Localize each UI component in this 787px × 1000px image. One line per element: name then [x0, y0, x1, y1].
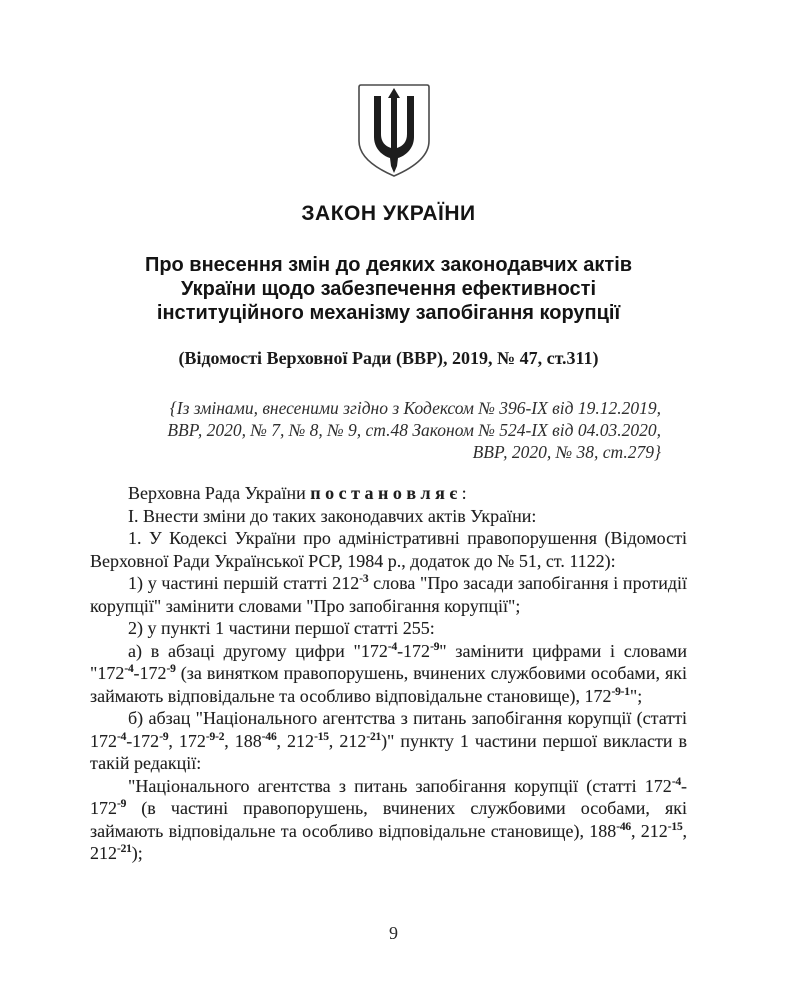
- amendments-note: [90, 397, 687, 463]
- text-run: -172: [126, 730, 160, 751]
- text-run: 2) у пункті 1 частини першої статті 255:: [128, 618, 435, 638]
- article-superscript: -9: [159, 730, 169, 743]
- article-superscript: -15: [667, 820, 683, 833]
- text-run: -172: [90, 775, 687, 818]
- paragraph: [90, 775, 687, 865]
- text-run: , 212: [328, 730, 367, 751]
- emblem-container: [0, 0, 787, 180]
- text-run: I. Внести зміни до таких законодавчих актів України:: [128, 505, 537, 526]
- text-run: , 188: [224, 730, 262, 751]
- article-superscript: -21: [366, 730, 382, 743]
- text-run: )" пункту 1 частини першої викласти в такій редакції:: [90, 730, 688, 773]
- article-superscript: -46: [616, 820, 631, 833]
- amendments-note-line: ВВР, 2020, № 38, ст.279}: [472, 442, 661, 462]
- paragraph: [90, 572, 687, 617]
- law-title-line: України щодо забезпечення ефективності: [180, 278, 597, 300]
- article-superscript: -21: [117, 843, 132, 855]
- law-title-line: інституційного механізму запобігання корупції: [156, 302, 621, 324]
- law-title: [90, 253, 687, 325]
- text-run: );: [131, 843, 143, 863]
- article-superscript: -3: [359, 573, 369, 585]
- article-superscript: -15: [314, 730, 329, 743]
- document-content: [90, 202, 687, 865]
- text-run: Верховна Рада України: [128, 483, 311, 503]
- article-superscript: -9-1: [611, 685, 630, 698]
- article-superscript: -9: [166, 663, 176, 675]
- text-run: , 212: [276, 730, 315, 751]
- gazette-reference: (Відомості Верховної Ради (ВВР), 2019, № 47, ст.311): [178, 348, 599, 368]
- text-run: , 172: [168, 730, 206, 751]
- article-superscript: -4: [671, 775, 681, 788]
- article-superscript: -4: [387, 640, 398, 653]
- paragraph: [90, 505, 687, 528]
- paragraph: [90, 640, 687, 708]
- text-run: "Національного агентства з питань запобігання корупції (статті 172: [128, 775, 672, 796]
- text-run: а) в абзаці другому цифри "172: [128, 640, 388, 661]
- amendments-note-line: {Із змінами, внесеними згідно з Кодексом № 396-IX від 19.12.2019,: [169, 398, 661, 418]
- text-run: :: [461, 483, 467, 503]
- article-superscript: -4: [117, 730, 127, 743]
- law-title-line: Про внесення змін до деяких законодавчих актів: [144, 254, 633, 276]
- text-run: (в частині правопорушень, вчинених службовими особами, які займають відповідальне та особливо відповідальне становище), 188: [90, 798, 687, 841]
- article-superscript: -9: [117, 798, 127, 810]
- text-run: 1. У Кодексі України про адміністративні правопорушення (Відомості Верховної Ради Української РСР, 1984 р., додаток до № 51, ст. 1122):: [90, 528, 687, 571]
- text-run: п о с т а н о в л я є: [310, 483, 462, 503]
- text-run: -172: [133, 663, 167, 683]
- text-run: б) абзац "Національного агентства з питань запобігання корупції (статті 172: [90, 708, 687, 751]
- text-run: (за винятком правопорушень, вчинених службовими особами, які займають відповідальне та особливо відповідальне становище), 172: [90, 663, 687, 706]
- amendments-note-line: ВВР, 2020, № 7, № 8, № 9, ст.48 Законом № 524-IX від 04.03.2020,: [167, 420, 661, 440]
- text-run: , 212: [630, 820, 668, 841]
- text-run: " замінити цифрами і словами "172: [90, 640, 687, 683]
- law-heading: ЗАКОН УКРАЇНИ: [301, 202, 476, 225]
- article-superscript: -46: [261, 730, 277, 743]
- paragraph: [90, 527, 687, 572]
- text-run: , 212: [90, 820, 688, 863]
- paragraph: [90, 482, 687, 505]
- paragraph: [90, 617, 687, 640]
- article-superscript: -9-2: [205, 730, 225, 743]
- page-number: 9: [389, 923, 398, 943]
- paragraph: [90, 707, 687, 775]
- text-run: слова "Про засади запобігання і протидії корупції" замінити словами "Про запобігання корупції";: [90, 573, 687, 616]
- text-run: ";: [629, 685, 643, 706]
- text-run: -172: [397, 640, 431, 661]
- body-paragraphs: [90, 482, 687, 865]
- article-superscript: -4: [124, 663, 134, 675]
- ukraine-coat-of-arms-icon: [352, 82, 436, 180]
- text-run: 1) у частині першій статті 212: [128, 573, 360, 593]
- article-superscript: -9: [430, 640, 440, 653]
